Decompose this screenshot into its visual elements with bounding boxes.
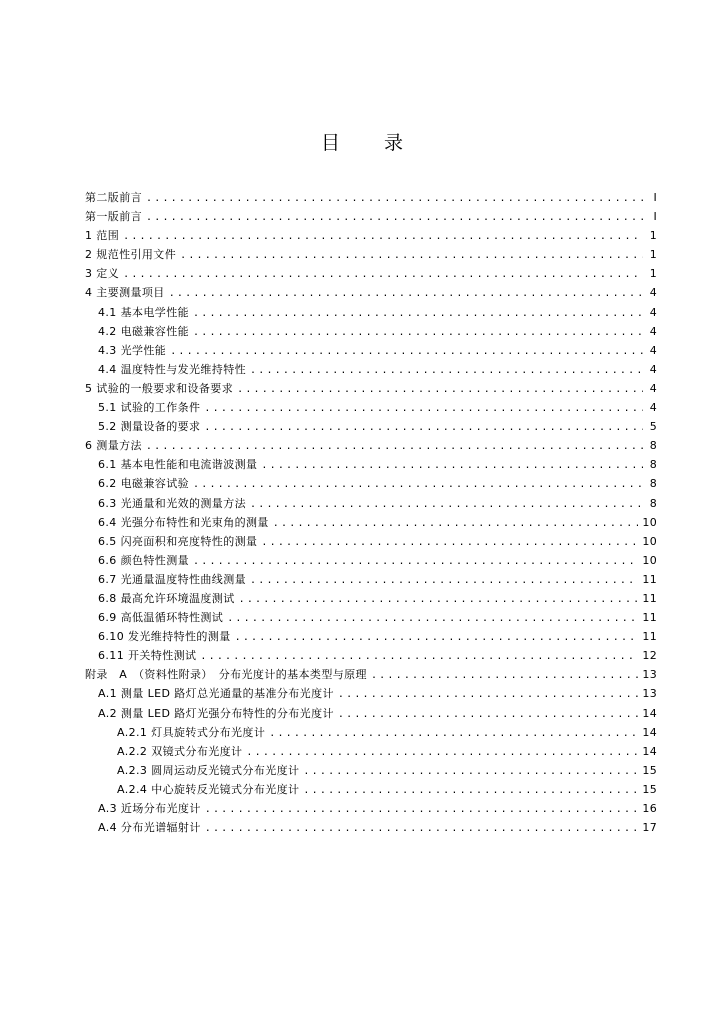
toc-entry[interactable] — [85, 264, 657, 283]
toc-leader-dots — [204, 399, 643, 418]
toc-entry-label: 5 试验的一般要求和设备要求 — [85, 381, 234, 395]
toc-entry-label: 6.2 电磁兼容试验 — [98, 477, 189, 491]
toc-entry-page-number: 13 — [642, 668, 657, 682]
toc-entry[interactable] — [85, 360, 657, 379]
toc-entry[interactable] — [85, 818, 657, 837]
toc-leader-dots — [146, 208, 643, 227]
toc-leader-dots — [193, 323, 643, 342]
toc-entry[interactable] — [85, 398, 657, 417]
toc-entry-label: 第一版前言 — [85, 210, 142, 224]
toc-leader-dots — [123, 265, 643, 284]
toc-entry-page-number: 12 — [642, 649, 657, 663]
toc-entry-label: 6.7 光通量温度特性曲线测量 — [98, 572, 246, 586]
toc-leader-dots — [169, 284, 643, 303]
toc-entry-page-number: 17 — [642, 821, 657, 835]
toc-leader-dots — [273, 514, 639, 533]
toc-leader-dots — [200, 647, 638, 666]
toc-entry[interactable] — [85, 474, 657, 493]
toc-entry[interactable] — [85, 799, 657, 818]
toc-entry-label: 5.2 测量设备的要求 — [98, 420, 201, 434]
toc-entry-page-number: 4 — [649, 324, 657, 338]
toc-entry-page-number: 10 — [642, 515, 657, 529]
toc-entry[interactable] — [85, 608, 657, 627]
toc-entry[interactable] — [85, 455, 657, 474]
toc-leader-dots — [250, 361, 643, 380]
toc-entry-page-number: I — [653, 210, 657, 224]
toc-leader-dots — [146, 189, 643, 208]
toc-entry-page-number: 1 — [649, 267, 657, 281]
toc-entry-label: 2 规范性引用文件 — [85, 248, 177, 262]
toc-entry-label: 6.9 高低温循环特性测试 — [98, 611, 224, 625]
toc-entry-page-number: 15 — [642, 763, 657, 777]
toc-leader-dots — [123, 227, 643, 246]
toc-entry-label: 4.2 电磁兼容性能 — [98, 324, 189, 338]
toc-leader-dots — [193, 552, 638, 571]
toc-entry-page-number: 14 — [642, 706, 657, 720]
toc-entry-page-number: 15 — [642, 782, 657, 796]
toc-entry[interactable] — [85, 436, 657, 455]
toc-entry-label: 6.4 光强分布特性和光束角的测量 — [98, 515, 269, 529]
toc-leader-dots — [204, 418, 643, 437]
toc-entry[interactable] — [85, 723, 657, 742]
toc-leader-dots — [205, 800, 639, 819]
toc-entry-label: 6.1 基本电性能和电流谐波测量 — [98, 458, 258, 472]
toc-entry[interactable] — [85, 188, 657, 207]
toc-entry-label: 6.6 颜色特性测量 — [98, 553, 189, 567]
table-of-contents — [85, 188, 657, 837]
toc-entry-label: 4.4 温度特性与发光维持特性 — [98, 362, 246, 376]
toc-entry-label: A.2.1 灯具旋转式分布光度计 — [117, 725, 266, 739]
toc-entry[interactable] — [85, 303, 657, 322]
toc-entry[interactable] — [85, 570, 657, 589]
toc-entry[interactable] — [85, 704, 657, 723]
toc-entry-page-number: 16 — [642, 802, 657, 815]
toc-entry-label: 4.3 光学性能 — [98, 343, 167, 357]
toc-entry-page-number: 4 — [649, 305, 657, 319]
toc-entry-label: 6.10 发光维持特性的测量 — [98, 630, 231, 644]
toc-entry-label: 3 定义 — [85, 267, 120, 281]
toc-entry-page-number: 8 — [649, 458, 657, 472]
toc-entry[interactable] — [85, 589, 657, 608]
toc-leader-dots — [193, 304, 643, 323]
toc-entry-page-number: 1 — [649, 229, 657, 243]
toc-leader-dots — [261, 456, 643, 475]
toc-entry[interactable] — [85, 742, 657, 761]
toc-entry-label: 4 主要测量项目 — [85, 286, 165, 300]
toc-entry-page-number: 11 — [642, 611, 657, 625]
toc-leader-dots — [170, 342, 643, 361]
toc-leader-dots — [250, 495, 643, 514]
toc-leader-dots — [146, 437, 643, 456]
toc-entry[interactable] — [85, 207, 657, 226]
toc-entry-page-number: 4 — [649, 381, 657, 395]
toc-entry[interactable] — [85, 379, 657, 398]
toc-entry[interactable] — [85, 226, 657, 245]
toc-entry-label: 5.1 试验的工作条件 — [98, 401, 201, 415]
toc-leader-dots — [235, 628, 639, 647]
toc-entry-page-number: 10 — [642, 553, 657, 567]
toc-entry[interactable] — [85, 627, 657, 646]
toc-leader-dots — [303, 781, 638, 800]
toc-leader-dots — [261, 533, 638, 552]
toc-entry-label: 6.5 闪亮面积和亮度特性的测量 — [98, 534, 258, 548]
toc-entry-page-number: 11 — [642, 591, 657, 605]
toc-entry-page-number: 14 — [642, 725, 657, 739]
toc-entry-page-number: 4 — [649, 362, 657, 376]
toc-entry-label: 附录 A （资料性附录） 分布光度计的基本类型与原理 — [85, 668, 367, 682]
toc-entry[interactable] — [85, 684, 657, 703]
toc-leader-dots — [338, 685, 639, 704]
title-char-1: 目 — [320, 132, 340, 154]
toc-entry-page-number: 4 — [649, 401, 657, 415]
toc-entry-page-number: 13 — [642, 687, 657, 701]
toc-entry-page-number: 4 — [649, 286, 657, 300]
toc-entry[interactable] — [85, 513, 657, 532]
toc-entry[interactable] — [85, 245, 657, 264]
page-title — [0, 128, 724, 155]
title-char-2: 录 — [384, 132, 404, 154]
toc-entry-page-number: 10 — [642, 534, 657, 548]
toc-entry[interactable] — [85, 283, 657, 302]
toc-entry[interactable] — [85, 494, 657, 513]
toc-entry[interactable] — [85, 646, 657, 665]
toc-leader-dots — [237, 380, 643, 399]
toc-leader-dots — [303, 762, 638, 781]
toc-entry[interactable] — [85, 417, 657, 436]
toc-entry-label: 4.1 基本电学性能 — [98, 305, 189, 319]
toc-entry[interactable] — [85, 780, 657, 799]
toc-leader-dots — [227, 609, 638, 628]
toc-leader-dots — [371, 666, 638, 685]
toc-entry-label: 6.8 最高允许环境温度测试 — [98, 591, 235, 605]
toc-leader-dots — [246, 743, 638, 762]
toc-entry[interactable] — [85, 761, 657, 780]
toc-entry-page-number: 5 — [649, 420, 657, 434]
toc-entry-label: A.2.3 圆周运动反光镜式分布光度计 — [117, 763, 300, 777]
toc-leader-dots — [180, 246, 643, 265]
toc-entry-label: A.2.2 双镜式分布光度计 — [117, 744, 243, 758]
toc-entry-page-number: 1 — [649, 248, 657, 262]
toc-entry-label: A.2 测量 LED 路灯光强分布特性的分布光度计 — [98, 706, 334, 720]
toc-entry-page-number: 8 — [649, 439, 657, 453]
toc-leader-dots — [338, 705, 639, 724]
toc-entry[interactable] — [85, 341, 657, 360]
toc-entry[interactable] — [85, 551, 657, 570]
toc-leader-dots — [239, 590, 639, 609]
toc-entry-page-number: 8 — [649, 496, 657, 510]
toc-leader-dots — [193, 475, 643, 494]
toc-entry[interactable] — [85, 532, 657, 551]
toc-leader-dots — [250, 571, 638, 590]
toc-entry-page-number: I — [653, 191, 657, 204]
toc-entry-page-number: 11 — [642, 630, 657, 644]
toc-entry-label: A.3 近场分布光度计 — [98, 802, 201, 815]
toc-entry-page-number: 14 — [642, 744, 657, 758]
toc-entry-label: 6 测量方法 — [85, 439, 142, 453]
toc-entry[interactable] — [85, 322, 657, 341]
toc-entry-label: A.1 测量 LED 路灯总光通量的基准分布光度计 — [98, 687, 334, 701]
toc-entry-page-number: 11 — [642, 572, 657, 586]
toc-entry-label: 6.3 光通量和光效的测量方法 — [98, 496, 246, 510]
toc-entry-page-number: 8 — [649, 477, 657, 491]
toc-entry-label: 6.11 开关特性测试 — [98, 649, 197, 663]
toc-entry[interactable] — [85, 665, 657, 684]
toc-leader-dots — [269, 724, 638, 743]
toc-leader-dots — [205, 819, 639, 838]
toc-entry-label: 第二版前言 — [85, 191, 142, 204]
toc-entry-page-number: 4 — [649, 343, 657, 357]
toc-entry-label: A.2.4 中心旋转反光镜式分布光度计 — [117, 782, 300, 796]
toc-entry-label: 1 范围 — [85, 229, 120, 243]
toc-entry-label: A.4 分布光谱辐射计 — [98, 821, 201, 835]
